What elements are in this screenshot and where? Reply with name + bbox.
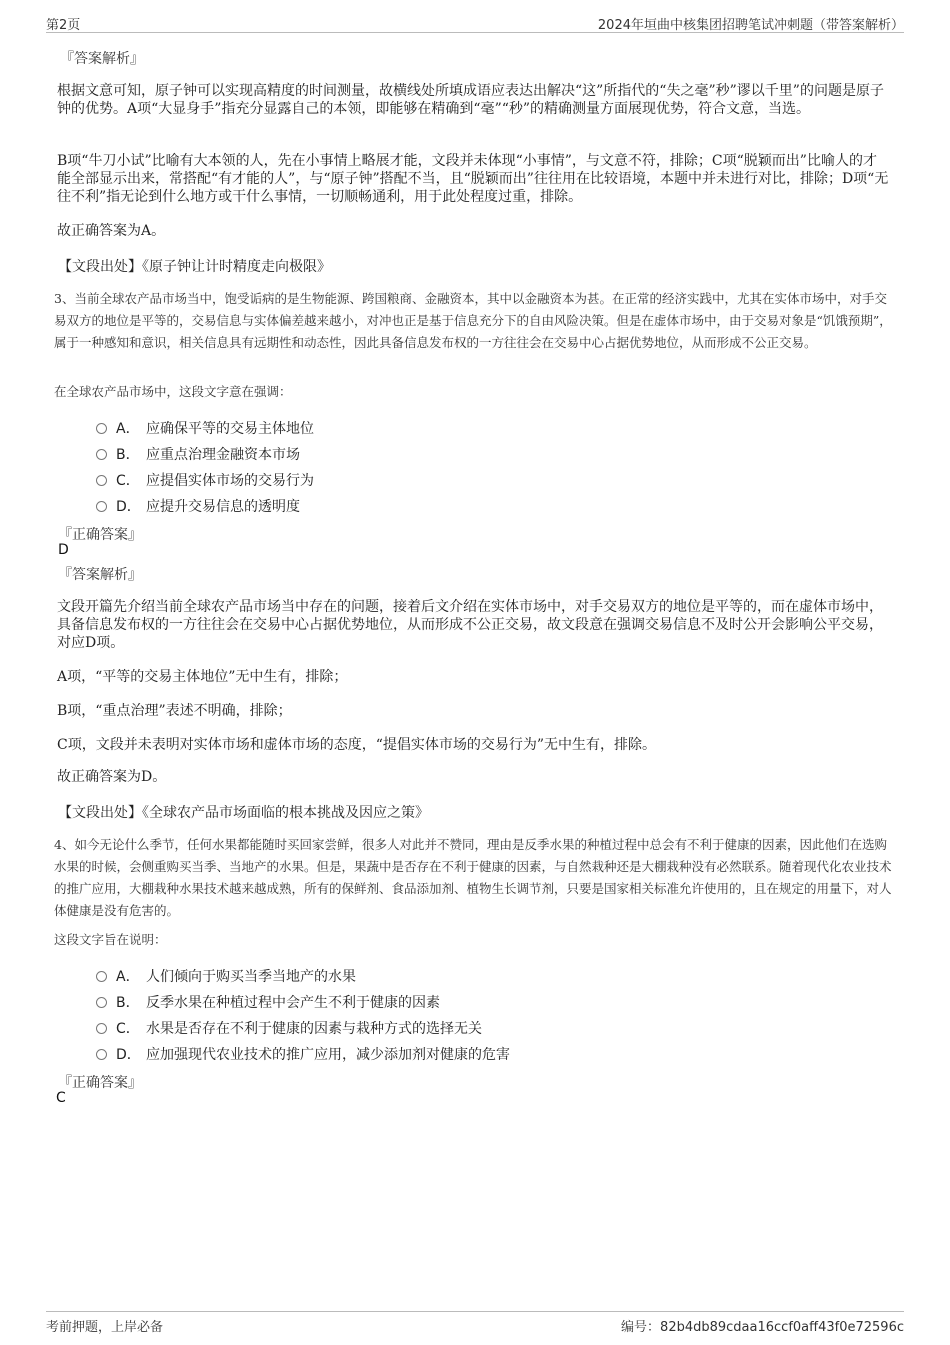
document-code: 编号：82b4db89cdaa16ccf0aff43f0e72596c <box>621 1320 904 1335</box>
radio-icon[interactable] <box>96 501 107 512</box>
text-source: 【文段出处】《全球农产品市场面临的根本挑战及因应之策》 <box>58 805 429 821</box>
radio-icon[interactable] <box>96 971 107 982</box>
correct-answer: D <box>58 542 69 558</box>
question-stem: 这段文字旨在说明： <box>54 932 167 947</box>
analysis-paragraph: A项，“平等的交易主体地位”无中生有，排除； <box>57 669 348 685</box>
radio-icon[interactable] <box>96 475 107 486</box>
analysis-paragraph: C项，文段并未表明对实体市场和虚体市场的态度，“提倡实体市场的交易行为”无中生有，排除。 <box>57 737 657 753</box>
analysis-label: 『答案解析』 <box>58 567 142 583</box>
analysis-paragraph: B项，“重点治理”表述不明确，排除； <box>57 703 292 719</box>
page-number: 第2页 <box>46 18 81 33</box>
option-c[interactable]: C． 水果是否存在不利于健康的因素与栽种方式的选择无关 <box>96 1018 482 1038</box>
option-d[interactable]: D． 应加强现代农业技术的推广应用，减少添加剂对健康的危害 <box>96 1044 510 1064</box>
question-stem: 在全球农产品市场中，这段文字意在强调： <box>54 384 292 399</box>
page-header <box>46 12 904 33</box>
option-a[interactable]: A． 应确保平等的交易主体地位 <box>96 418 314 438</box>
option-b[interactable]: B． 反季水果在种植过程中会产生不利于健康的因素 <box>96 992 440 1012</box>
option-b[interactable]: B． 应重点治理金融资本市场 <box>96 444 300 464</box>
analysis-paragraph: B项“牛刀小试”比喻有大本领的人，先在小事情上略展才能，文段并未体现“小事情”，与文意不符，排除；C项“脱颖而出”比喻人的才能全部显示出来，常搭配“有才能的人”，与“原子钟”搭配不当，且“脱颖而出”往往用在比较语境，本题中并未进行对比，排除；D项“无往不利”指无论到什么地方或干什么事情，一切顺畅通利，用于此处程度过重，排除。 <box>57 153 889 205</box>
footer-slogan: 考前押题，上岸必备 <box>46 1320 164 1335</box>
analysis-label: 『答案解析』 <box>60 51 144 67</box>
analysis-paragraph: 根据文意可知，原子钟可以实现高精度的时间测量，故横线处所填成语应表达出解决“这”所指代的“失之毫”秒”谬以千里”的问题是原子钟的优势。A项“大显身手”指充分显露自己的本领，即能够在精确到“毫”“秒”的精确测量方面展现优势，符合文意，当选。 <box>57 83 884 117</box>
option-c[interactable]: C． 应提倡实体市场的交易行为 <box>96 470 314 490</box>
correct-answer-label: 『正确答案』 <box>58 1075 142 1091</box>
analysis-conclusion: 故正确答案为D。 <box>57 769 167 785</box>
question-passage: 4、如今无论什么季节，任何水果都能随时买回家尝鲜，很多人对此并不赞同，理由是反季水果的种植过程中总会有不利于健康的因素，因此他们在选购水果的时候，会侧重购买当季、当地产的水果。但是，果蔬中是否存在不利于健康的因素，与自然栽种还是大棚栽种没有必然联系。随着现代化农业技术的推广应用，大棚栽种水果技术越来越成熟，所有的保鲜剂、食品添加剂、植物生长调节剂，只要是国家相关标准允许使用的，且在规定的用量下，对人体健康是没有危害的。 <box>54 837 892 918</box>
radio-icon[interactable] <box>96 1049 107 1060</box>
analysis-conclusion: 故正确答案为A。 <box>57 223 166 239</box>
document-title: 2024年垣曲中核集团招聘笔试冲刺题（带答案解析） <box>597 18 904 33</box>
radio-icon[interactable] <box>96 423 107 434</box>
analysis-paragraph: 文段开篇先介绍当前全球农产品市场当中存在的问题，接着后文介绍在实体市场中，对手交易双方的地位是平等的，而在虚体市场中，具备信息发布权的一方往往会在交易中心占据优势地位，从而形成不公正交易，故文段意在强调交易信息不及时公开会影响公平交易，对应D项。 <box>57 599 883 651</box>
option-d[interactable]: D． 应提升交易信息的透明度 <box>96 496 300 516</box>
radio-icon[interactable] <box>96 449 107 460</box>
question-passage: 3、当前全球农产品市场当中，饱受诟病的是生物能源、跨国粮商、金融资本，其中以金融资本为甚。在正常的经济实践中，尤其在实体市场中，对手交易双方的地位是平等的，交易信息与实体偏差越来越小，对冲也正是基于信息充分下的自由风险决策。但是在虚体市场中，由于交易对象是“饥饿预期”，属于一种感知和意识，相关信息具有远期性和动态性，因此具备信息发布权的一方往往会在交易中心占据优势地位，从而形成不公正交易。 <box>54 291 892 350</box>
correct-answer-label: 『正确答案』 <box>58 527 142 543</box>
page-footer <box>46 1311 904 1334</box>
radio-icon[interactable] <box>96 997 107 1008</box>
text-source: 【文段出处】《原子钟让计时精度走向极限》 <box>58 259 331 275</box>
correct-answer: C <box>56 1090 66 1106</box>
radio-icon[interactable] <box>96 1023 107 1034</box>
option-a[interactable]: A． 人们倾向于购买当季当地产的水果 <box>96 966 356 986</box>
